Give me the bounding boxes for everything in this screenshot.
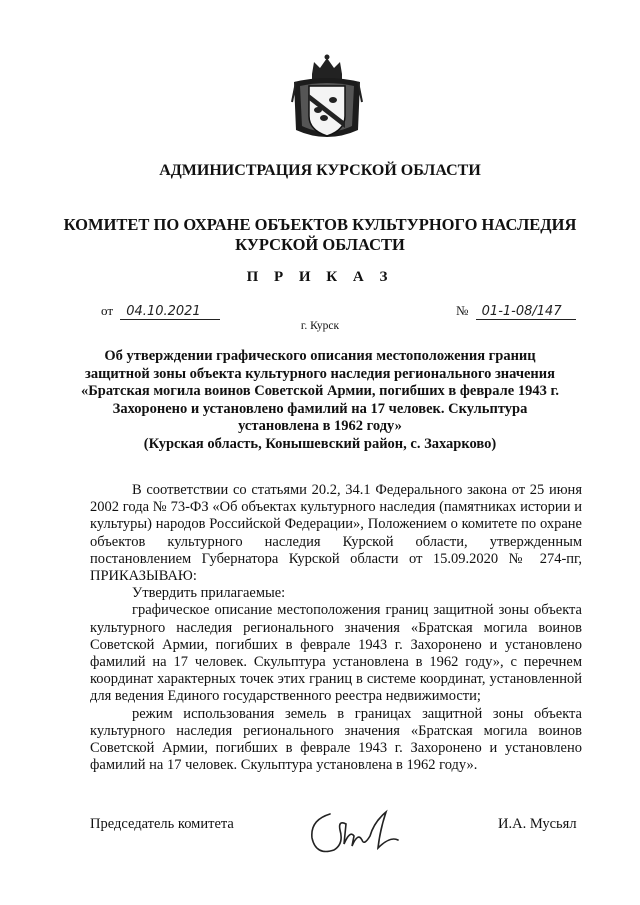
order-body — [90, 482, 582, 774]
subject-line: «Братская могила воинов Советской Армии, погибших в феврале 1943 г. — [80, 383, 560, 399]
city-label: г. Курск — [300, 320, 340, 332]
committee-title-line: КОМИТЕТ ПО ОХРАНЕ ОБЪЕКТОВ КУЛЬТУРНОГО НАСЛЕДИЯ — [63, 215, 577, 234]
order-subject — [0, 348, 640, 453]
order-date — [101, 303, 220, 320]
order-number — [456, 303, 576, 320]
subject-line: (Курская область, Конышевский район, с. Захарково) — [143, 435, 497, 452]
handwritten-signature-icon — [300, 800, 410, 860]
number-value: 01-1-08/147 — [476, 304, 576, 320]
date-prefix: от — [101, 303, 114, 318]
date-value: 04.10.2021 — [120, 304, 220, 320]
body-paragraph: Утвердить прилагаемые: — [132, 585, 286, 602]
subject-line: установлена в 1962 году» — [238, 418, 402, 434]
administration-title: АДМИНИСТРАЦИЯ КУРСКОЙ ОБЛАСТИ — [159, 162, 481, 179]
signatory-position: Председатель комитета — [90, 816, 234, 832]
subject-line: Захоронено и установлено фамилий на 17 человек. Скульптура — [112, 400, 528, 417]
signatory-name: И.А. Мусьял — [498, 816, 577, 832]
body-paragraph: В соответствии со статьями 20.2, 34.1 Федерального закона от 25 июня 2002 года № 73-ФЗ «Об объектах культурного наследия (памятниках истории и культуры) народов Российской Федерации», Положением о комитете по охране объектов культурного наследия Курской области, утвержденным постановлением Губернатора Курской области от 15.09.2020 № 274-пг, ПРИКАЗЫВАЮ: — [90, 482, 582, 585]
number-prefix: № — [456, 303, 469, 318]
subject-line: Об утверждении графического описания местоположения границ — [104, 348, 536, 364]
committee-title-line: КУРСКОЙ ОБЛАСТИ — [235, 235, 405, 254]
subject-line: защитной зоны объекта культурного наследия регионального значения — [85, 365, 555, 382]
body-paragraph: режим использования земель в границах защитной зоны объекта культурного наследия регионального значения «Братская могила воинов Советской Армии, погибших в феврале 1943 г. Захоронено и установлено фамилий на 17 человек. Скульптура установлена в 1962 году». — [90, 705, 582, 774]
body-paragraph: графическое описание местоположения границ защитной зоны объекта культурного наследия регионального значения «Братская могила воинов Советской Армии, погибших в феврале 1943 г. Захоронено и установлено фамилий на 17 человек. Скульптура установлена в 1962 году», с перечнем координат характерных точек этих границ в системе координат, установленной для ведения Единого государственного реестра недвижимости; — [90, 602, 582, 705]
committee-title — [0, 215, 640, 255]
kursk-coat-of-arms-icon — [290, 52, 364, 144]
order-title: П Р И К А З — [246, 269, 394, 285]
